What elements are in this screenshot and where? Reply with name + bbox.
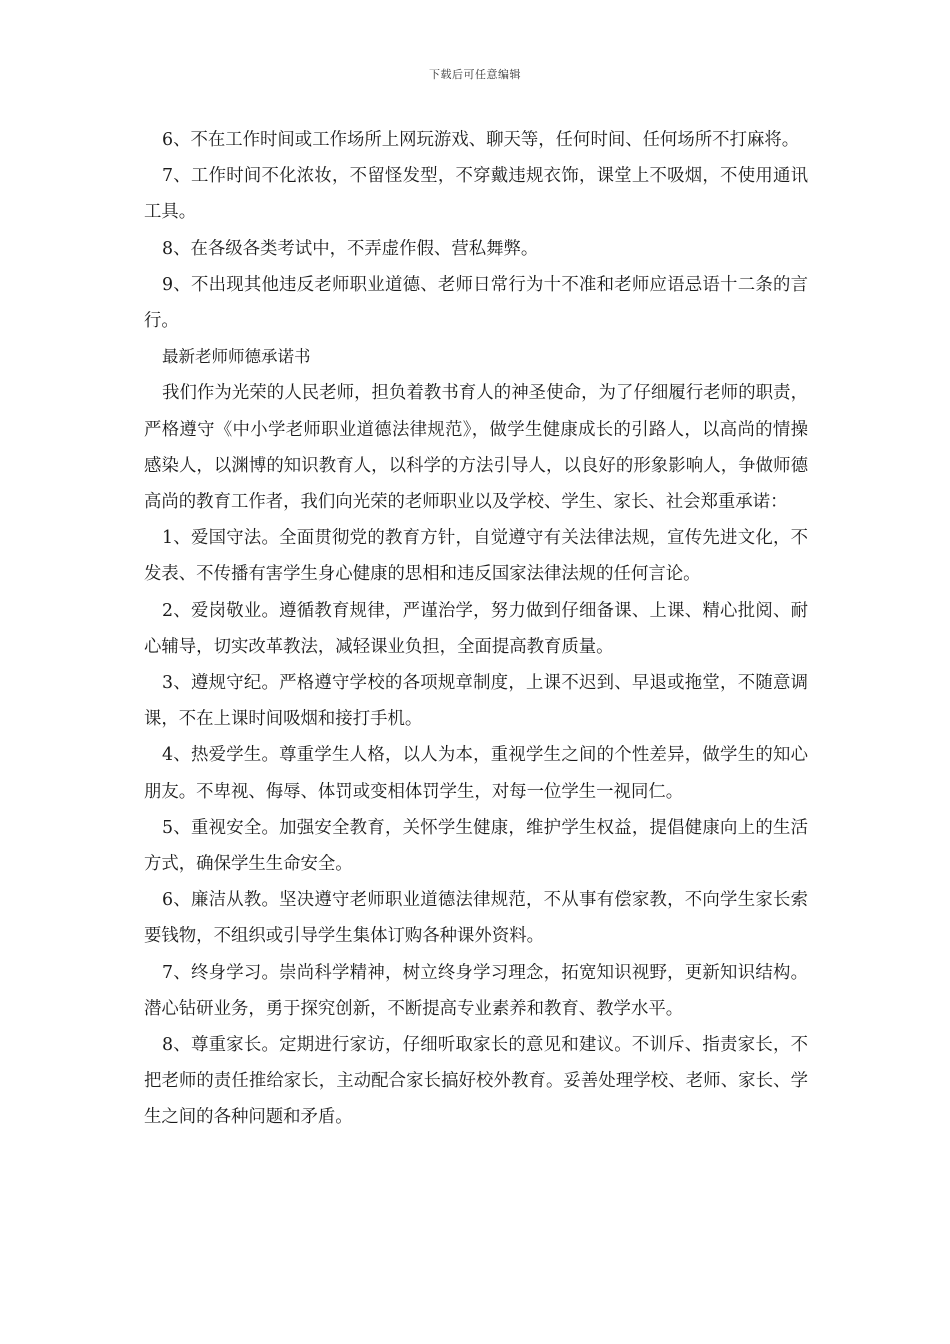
paragraph-rule-9: 9、不出现其他违反老师职业道德、老师日常行为十不准和老师应语忌语十二条的言行。 xyxy=(144,274,808,332)
intro-paragraph: 我们作为光荣的人民老师，担负着教书育人的神圣使命，为了仔细履行老师的职责，严格遵守《中小学老师职业道德法律规范》，做学生健康成长的引路人，以高尚的情操感染人，以渊博的知识教育人，以科学的方法引导人，以良好的形象影响人，争做师德高尚的教育工作者，我们向光荣的老师职业以及学校、学生、家长、社会郑重承诺： xyxy=(144,383,808,513)
commitment-item: 5、重视安全。加强安全教育，关怀学生健康，维护学生权益，提倡健康向上的生活方式，确保学生生命安全。 xyxy=(144,817,808,875)
paragraph-rule-7: 7、工作时间不化浓妆，不留怪发型，不穿戴违规衣饰，课堂上不吸烟，不使用通讯工具。 xyxy=(144,166,808,223)
section-title: 最新老师师德承诺书 xyxy=(162,347,311,367)
paragraph-rule-8: 8、在各级各类考试中，不弄虚作假、营私舞弊。 xyxy=(162,238,539,259)
commitment-item: 4、热爱学生。尊重学生人格，以人为本，重视学生之间的个性差异，做学生的知心朋友。不卑视、侮辱、体罚或变相体罚学生，对每一位学生一视同仁。 xyxy=(144,745,808,802)
commitment-item: 2、爱岗敬业。遵循教育规律，严谨治学，努力做到仔细备课、上课、精心批阅、耐心辅导，切实改革教法，减轻课业负担，全面提高教育质量。 xyxy=(144,600,808,657)
commitment-item: 1、爱国守法。全面贯彻党的教育方针，自觉遵守有关法律法规，宣传先进文化，不发表、不传播有害学生身心健康的思相和违反国家法律法规的任何言论。 xyxy=(144,528,808,585)
commitment-item: 7、终身学习。崇尚科学精神，树立终身学习理念，拓宽知识视野，更新知识结构。潜心钻研业务，勇于探究创新，不断提高专业素养和教育、教学水平。 xyxy=(144,962,808,1019)
document-body xyxy=(144,122,808,1136)
paragraph-rule-6: 6、不在工作时间或工作场所上网玩游戏、聊天等，任何时间、任何场所不打麻将。 xyxy=(162,130,800,150)
commitment-item: 3、遵规守纪。严格遵守学校的各项规章制度，上课不迟到、早退或拖堂，不随意调课，不在上课时间吸烟和接打手机。 xyxy=(144,673,808,730)
commitment-item: 6、廉洁从教。坚决遵守老师职业道德法律规范，不从事有偿家教，不向学生家长索要钱物，不组织或引导学生集体订购各种课外资料。 xyxy=(144,890,808,947)
commitment-item: 8、尊重家长。定期进行家访，仔细听取家长的意见和建议。不训斥、指责家长，不把老师的责任推给家长，主动配合家长搞好校外教育。妥善处理学校、老师、家长、学生之间的各种问题和矛盾。 xyxy=(144,1035,808,1128)
page-header: 下载后可任意编辑 xyxy=(429,68,521,81)
